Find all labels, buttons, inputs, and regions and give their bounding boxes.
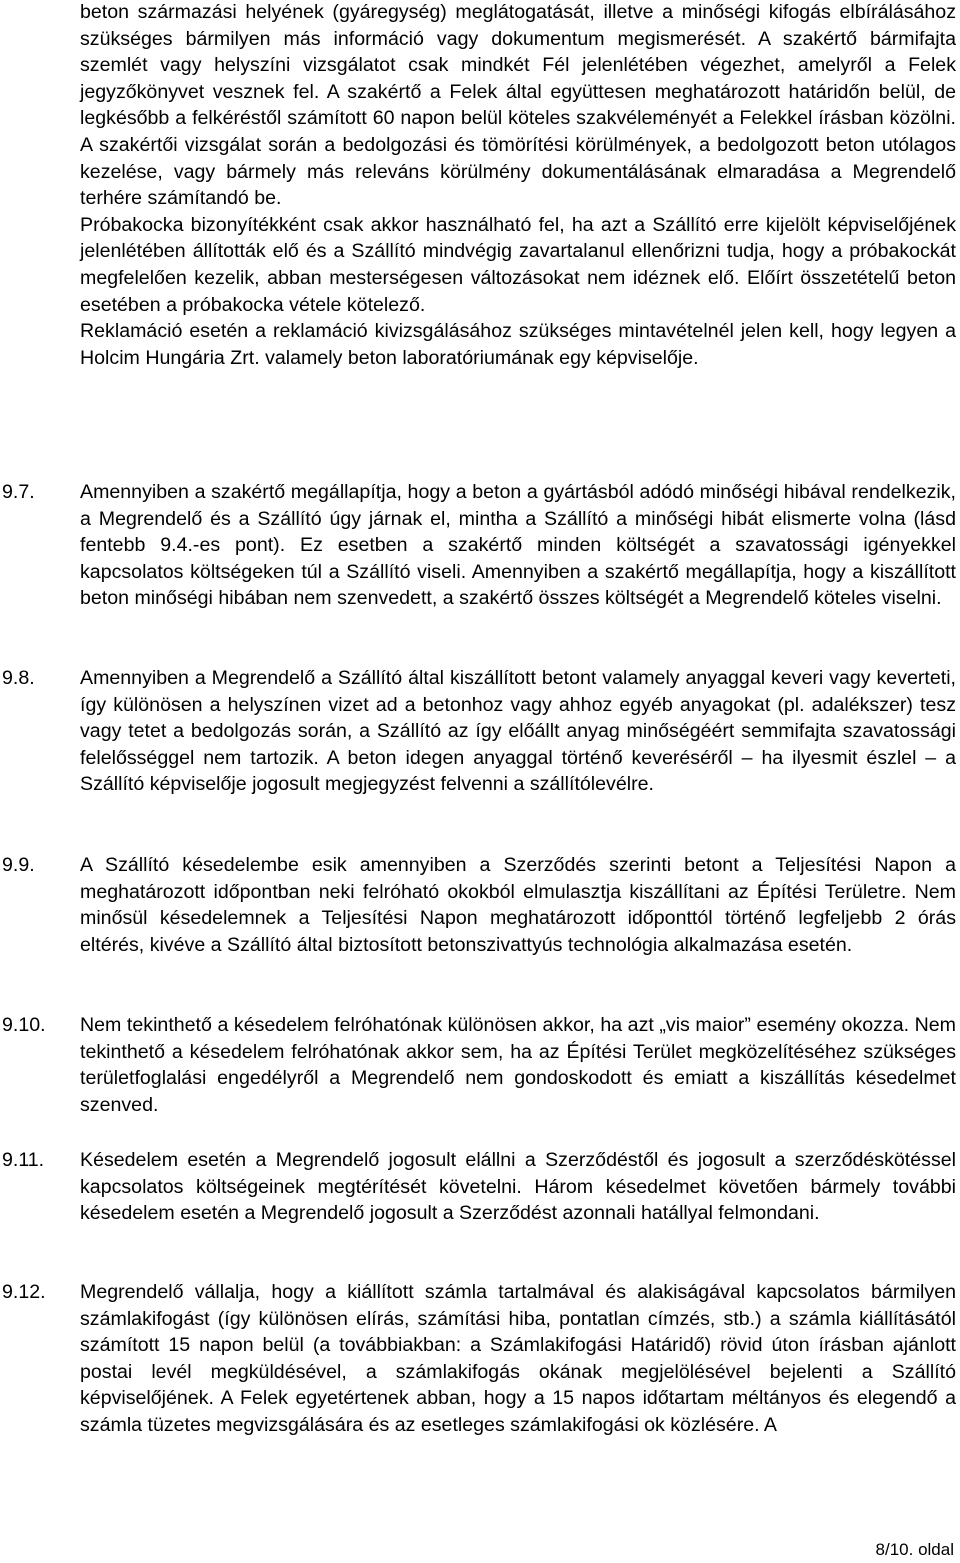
paragraph-test-cube: Próbakocka bizonyítékként csak akkor használható fel, ha azt a Szállító erre kijelölt képviselőjének jelenlétében állították elő és a Szállító mindvégig zavartalanul ellenőrizni tudja, hogy a próbakockát megfelelően kezelik, abban mesterségesen változásokat nem idéznek elő. Előírt összetételű beton esetében a próbakocka vétele kötelező. xyxy=(80,213,956,316)
section-number: 9.8. xyxy=(2,667,35,689)
section-number: 9.12. xyxy=(2,1281,46,1303)
section-number: 9.11. xyxy=(2,1149,45,1171)
section-text: A Szállító késedelembe esik amennyiben a Szerződés szerinti betont a Teljesítési Napon a meghatározott időpontban neki felróható okokból elmulasztja kiszállítani az Építési Területre. Nem minősül késedelemnek a Teljesítési Napon meghatározott időponttól történő legfeljebb 2 órás eltérés, kivéve a Szállító által biztosított betonszivattyús technológia alkalmazása esetén. xyxy=(80,854,956,956)
continuation-text xyxy=(80,0,956,371)
section-number: 9.7. xyxy=(2,481,35,503)
section-text: Amennyiben a Megrendelő a Szállító által kiszállított betont valamely anyaggal keveri vagy keverteti, így különösen a helyszínen vizet ad a betonhoz vagy ahhoz egyéb anyagokat (pl. adalékszer) tesz vagy tetet a bedolgozás során, a Szállító az így előállt anyag minőségéért semmifajta szavatossági felelősséggel nem tartozik. A beton idegen anyaggal történő keveréséről – ha ilyesmit észlel – a Szállító képviselője jogosult megjegyzést felvenni a szállítólevélre. xyxy=(80,667,956,796)
section-text: Megrendelő vállalja, hogy a kiállított számla tartalmával és alakiságával kapcsolatos bármilyen számlakifogást (így különösen elírás, számítási hiba, pontatlan címzés, stb.) a számla kiállításától számított 15 napon belül (a továbbiakban: a Számlakifogási Határidő) rövid úton írásban ajánlott postai levél megküldésével, a számlakifogás okának megjelölésével bejelenti a Szállító képviselőjének. A Felek egyetértenek abban, hogy a 15 napos időtartam méltányos és elegendő a számla tüzetes megvizsgálására és az esetleges számlakifogási ok közlésére. A xyxy=(80,1281,956,1436)
section-text: Késedelem esetén a Megrendelő jogosult elállni a Szerződéstől és jogosult a szerződéskötéssel kapcsolatos költségeinek megtérítését követelni. Három késedelmet követően bármely további késedelem esetén a Megrendelő jogosult a Szerződést azonnali hatállyal felmondani. xyxy=(80,1149,956,1225)
section-number: 9.9. xyxy=(2,854,35,876)
section-text: Amennyiben a szakértő megállapítja, hogy a beton a gyártásból adódó minőségi hibával rendelkezik, a Megrendelő és a Szállító úgy járnak el, mintha a Szállító a minőségi hibát elismerte volna (lásd fentebb 9.4.-es pont). Ez esetben a szakértő minden költségét a szavatossági igényekkel kapcsolatos költségeken túl a Szállító viseli. Amennyiben a szakértő megállapítja, hogy a kiszállított beton minőségi hibában nem szenvedett, a szakértő összes költségét a Megrendelő köteles viselni. xyxy=(80,481,956,610)
section-text: Nem tekinthető a késedelem felróhatónak különösen akkor, ha azt „vis maior” esemény okozza. Nem tekinthető a késedelem felróhatónak akkor sem, ha az Építési Terület megközelítéséhez szükséges területfoglalási engedélyről a Megrendelő nem gondoskodott és emiatt a kiszállítás késedelmet szenved. xyxy=(80,1014,956,1116)
paragraph-complaint-sampling: Reklamáció esetén a reklamáció kivizsgálásához szükséges mintavételnél jelen kell, hogy legyen a Holcim Hungária Zrt. valamely beton laboratóriumának egy képviselője. xyxy=(80,320,956,369)
section-number: 9.10. xyxy=(2,1014,46,1036)
paragraph-expert-procedure: beton származási helyének (gyáregység) meglátogatását, illetve a minőségi kifogás elbírálásához szükséges bármilyen más információ vagy dokumentum megismerését. A szakértő bármifajta szemlét vagy helyszíni vizsgálatot csak mindkét Fél jelenlétében végezhet, amelyről a Felek jegyzőkönyvet vesznek fel. A szakértő a Felek által együttesen meghatározott határidőn belül, de legkésőbb a felkéréstől számított 60 napon belül köteles szakvéleményét a Felekkel írásban közölni. A szakértői vizsgálat során a bedolgozási és tömörítési körülmények, a bedolgozott beton utólagos kezelése, vagy bármely más releváns körülmény dokumentálásának elmaradása a Megrendelő terhére számítandó be. xyxy=(80,1,956,210)
page-number: 8/10. oldal xyxy=(875,1540,954,1559)
